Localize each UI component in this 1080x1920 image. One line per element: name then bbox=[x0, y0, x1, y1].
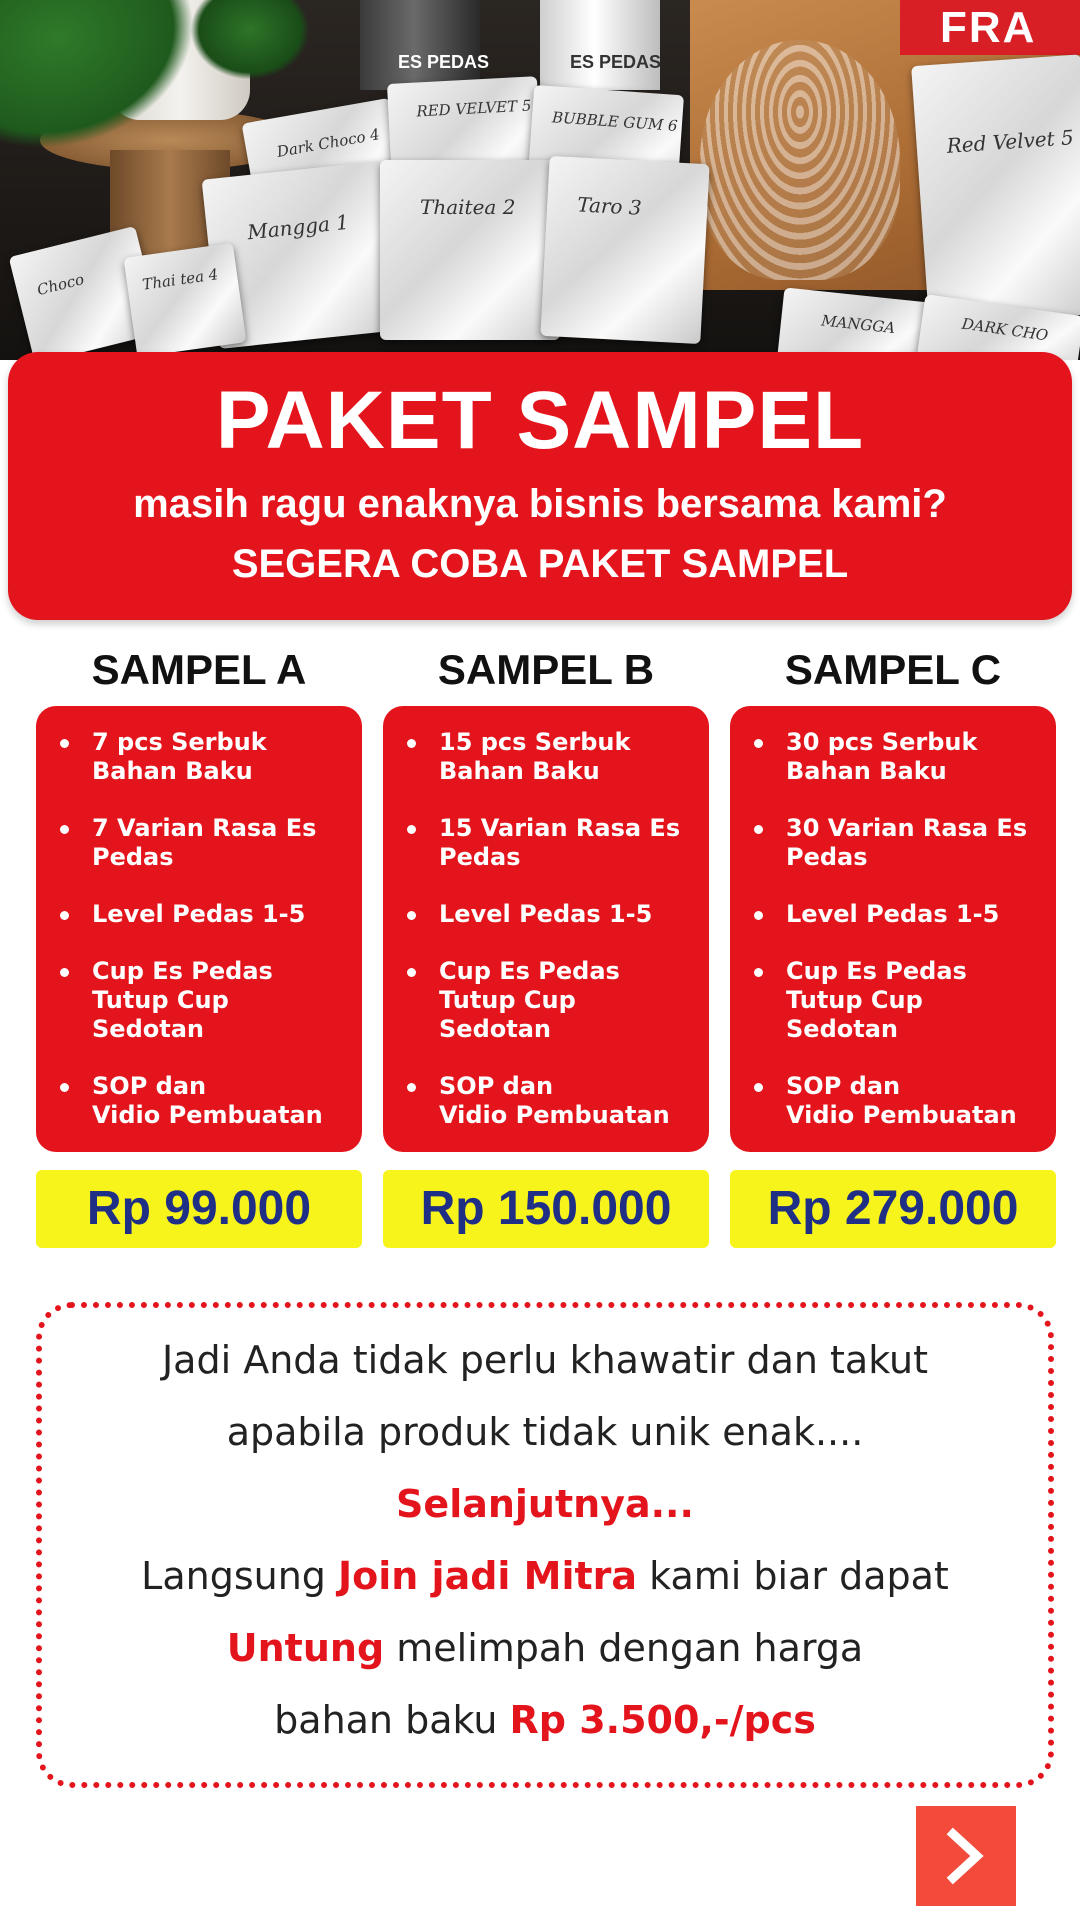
sachet bbox=[911, 54, 1080, 325]
feature-line: SOP dan bbox=[786, 1072, 901, 1100]
feature-item bbox=[786, 957, 1046, 1044]
cup-lids-stack bbox=[700, 40, 900, 280]
feature-line: SOP dan bbox=[92, 1072, 207, 1100]
feature-item bbox=[92, 957, 352, 1044]
feature-line: Vidio Pembuatan bbox=[786, 1101, 1017, 1129]
hero-subtitle: masih ragu enaknya bisnis bersama kami? bbox=[133, 482, 947, 526]
sachet-label: MANGGA bbox=[820, 311, 897, 338]
feature-line: Cup Es Pedas bbox=[439, 957, 620, 985]
feature-item: 30 pcs Serbuk Bahan Baku bbox=[786, 728, 1046, 786]
info-text: bahan baku bbox=[274, 1698, 510, 1742]
feature-line: SOP dan bbox=[439, 1072, 554, 1100]
sachet-label: Thai tea 4 bbox=[141, 265, 220, 294]
sachet-label: Red Velvet 5 bbox=[945, 125, 1075, 158]
monstera-leaf-2 bbox=[190, 0, 310, 80]
hero-cta-text: SEGERA COBA PAKET SAMPEL bbox=[231, 542, 849, 586]
feature-item: 15 pcs Serbuk Bahan Baku bbox=[439, 728, 699, 786]
info-text: Langsung bbox=[141, 1554, 338, 1598]
hero-title: PAKET SAMPEL bbox=[215, 375, 865, 466]
sachet-label: DARK CHO bbox=[960, 314, 1050, 345]
price-tag: Rp 279.000 bbox=[730, 1170, 1056, 1248]
cup-label: ES PEDAS bbox=[398, 52, 490, 72]
sachet bbox=[124, 243, 247, 357]
sachet-label: Choco bbox=[35, 270, 86, 300]
feature-line: Vidio Pembuatan bbox=[92, 1101, 323, 1129]
info-highlight: Untung bbox=[226, 1626, 385, 1670]
info-box bbox=[36, 1302, 1054, 1788]
cup-label: ES PEDAS bbox=[570, 52, 662, 72]
sachet-label: Dark Choco 4 bbox=[275, 125, 381, 161]
info-text: kami biar dapat bbox=[637, 1554, 949, 1598]
feature-line: Sedotan bbox=[439, 1015, 551, 1043]
package-card bbox=[730, 706, 1056, 1152]
sachet bbox=[540, 156, 709, 344]
package-sampel-a bbox=[36, 640, 362, 1248]
info-line bbox=[42, 1554, 1048, 1598]
feature-item bbox=[439, 957, 699, 1044]
fragile-print: FRA bbox=[900, 0, 1080, 55]
feature-line: Tutup Cup bbox=[786, 986, 923, 1014]
sachet-label: Taro 3 bbox=[576, 192, 643, 220]
package-sampel-c bbox=[730, 640, 1056, 1248]
info-highlight: Rp 3.500,-/pcs bbox=[509, 1698, 816, 1742]
feature-line: Sedotan bbox=[786, 1015, 898, 1043]
package-card bbox=[383, 706, 709, 1152]
sachet-label: Thaitea 2 bbox=[420, 195, 516, 219]
sachet-label: RED VELVET 5 bbox=[415, 96, 532, 121]
sachet-label: Mangga 1 bbox=[246, 209, 350, 245]
feature-item: 7 Varian Rasa Es Pedas bbox=[92, 814, 352, 872]
package-feature-list bbox=[383, 706, 709, 1130]
feature-item: Level Pedas 1-5 bbox=[92, 900, 352, 929]
package-feature-list bbox=[730, 706, 1056, 1130]
feature-line: Cup Es Pedas bbox=[786, 957, 967, 985]
feature-line: Tutup Cup bbox=[439, 986, 576, 1014]
info-highlight: Selanjutnya... bbox=[396, 1482, 694, 1526]
feature-item: Level Pedas 1-5 bbox=[786, 900, 1046, 929]
info-line: Jadi Anda tidak perlu khawatir dan takut bbox=[161, 1338, 929, 1382]
package-title: SAMPEL A bbox=[91, 646, 307, 693]
info-line bbox=[42, 1626, 1048, 1670]
feature-line: Sedotan bbox=[92, 1015, 204, 1043]
price-tag: Rp 150.000 bbox=[383, 1170, 709, 1248]
package-feature-list bbox=[36, 706, 362, 1130]
feature-item: 15 Varian Rasa Es Pedas bbox=[439, 814, 699, 872]
cup-dark bbox=[360, 0, 490, 90]
package-sampel-b bbox=[383, 640, 709, 1248]
feature-item bbox=[92, 1072, 352, 1130]
feature-line: Tutup Cup bbox=[92, 986, 229, 1014]
feature-item: 30 Varian Rasa Es Pedas bbox=[786, 814, 1046, 872]
next-button[interactable] bbox=[916, 1806, 1016, 1906]
feature-line: Vidio Pembuatan bbox=[439, 1101, 670, 1129]
hero-banner bbox=[8, 352, 1072, 620]
feature-item: 7 pcs Serbuk Bahan Baku bbox=[92, 728, 352, 786]
feature-item bbox=[786, 1072, 1046, 1130]
package-title: SAMPEL C bbox=[784, 646, 1002, 693]
info-text: melimpah dengan harga bbox=[384, 1626, 864, 1670]
info-highlight: Join jadi Mitra bbox=[338, 1554, 638, 1598]
price-tag: Rp 99.000 bbox=[36, 1170, 362, 1248]
product-photo bbox=[0, 0, 1080, 360]
feature-item bbox=[439, 1072, 699, 1130]
sachet bbox=[380, 160, 560, 340]
chevron-right-icon bbox=[941, 1826, 991, 1886]
package-title: SAMPEL B bbox=[437, 646, 655, 693]
info-line: apabila produk tidak unik enak.... bbox=[226, 1410, 864, 1454]
feature-line: Cup Es Pedas bbox=[92, 957, 273, 985]
sachet bbox=[776, 287, 934, 360]
info-line bbox=[42, 1698, 1048, 1742]
feature-item: Level Pedas 1-5 bbox=[439, 900, 699, 929]
cup-white bbox=[540, 0, 660, 90]
sachet-label: BUBBLE GUM 6 bbox=[551, 108, 679, 135]
package-card bbox=[36, 706, 362, 1152]
